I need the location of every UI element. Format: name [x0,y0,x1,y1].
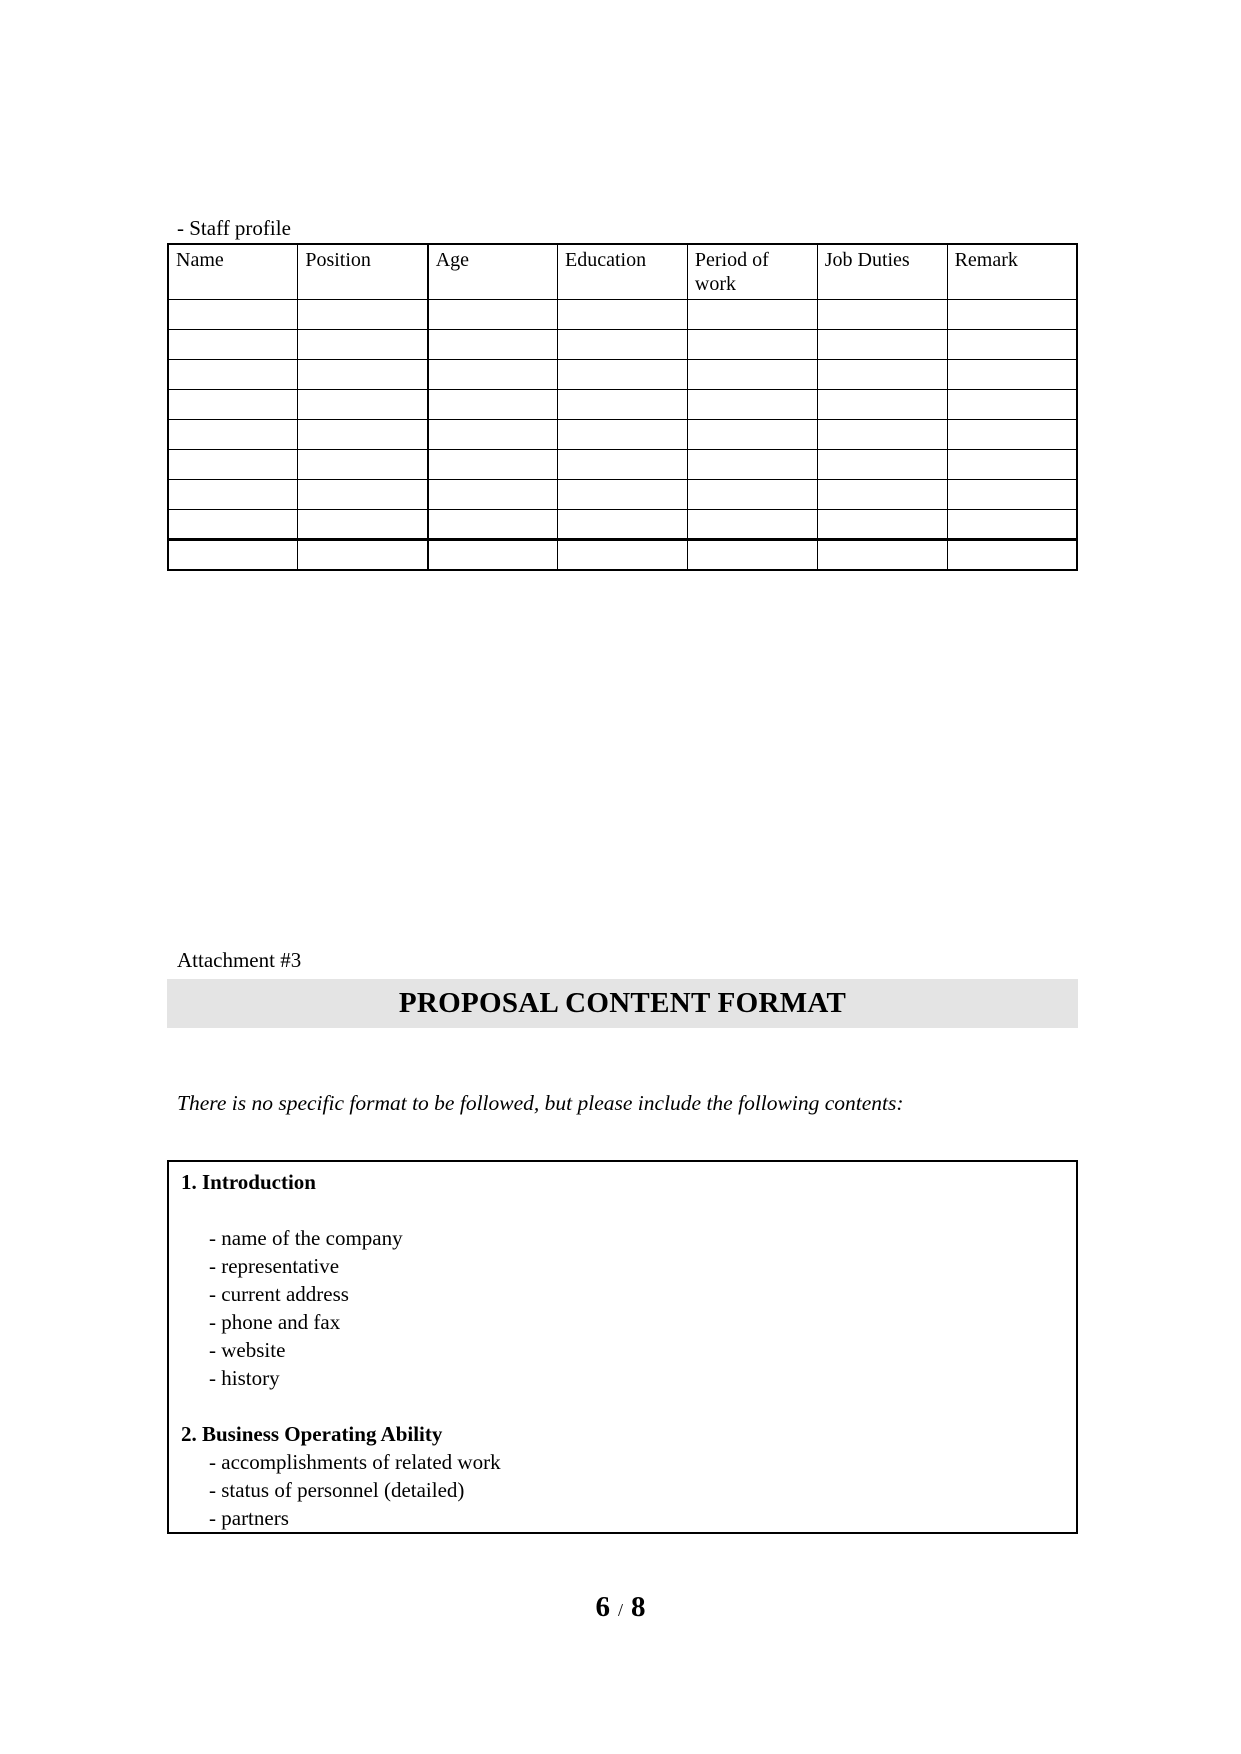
table-row [168,540,1077,570]
table-cell [687,420,817,450]
table-header-cell: Position [298,244,428,300]
table-cell [558,510,688,540]
table-cell [817,360,947,390]
table-cell [168,360,298,390]
table-cell [298,450,428,480]
table-header-cell: Period of work [687,244,817,300]
section-item: - status of personnel (detailed) [209,1478,465,1502]
table-row [168,330,1077,360]
table-cell [817,300,947,330]
table-cell [947,330,1077,360]
table-cell [558,420,688,450]
section-item: - history [209,1366,280,1390]
staff-table-body [168,300,1077,570]
page-separator: / [617,1600,623,1620]
table-cell [558,330,688,360]
proposal-title: PROPOSAL CONTENT FORMAT [398,987,847,1019]
attachment-label: Attachment #3 [177,948,302,972]
section-item: - phone and fax [209,1310,341,1334]
table-cell [168,450,298,480]
table-cell [298,480,428,510]
table-header-cell: Remark [947,244,1077,300]
staff-profile-table [167,243,1078,571]
blank-line [181,1196,1066,1224]
table-cell [947,420,1077,450]
table-cell [558,360,688,390]
table-row [168,420,1077,450]
table-cell [428,330,558,360]
section-item: - website [209,1338,286,1362]
table-header-cell: Name [168,244,298,300]
table-cell [947,450,1077,480]
table-cell [687,450,817,480]
content-box [167,1160,1078,1534]
table-cell [298,420,428,450]
table-cell [168,480,298,510]
table-cell [817,390,947,420]
table-cell [168,540,298,570]
table-row [168,390,1077,420]
page-total: 8 [631,1591,646,1623]
table-cell [298,360,428,390]
table-cell [817,540,947,570]
section-item: - name of the company [209,1226,403,1250]
blank-line [181,1392,1066,1420]
table-row [168,510,1077,540]
proposal-title-band [167,979,1078,1028]
table-cell [428,300,558,330]
table-cell [687,480,817,510]
section-item: - accomplishments of related work [209,1450,501,1474]
table-cell [817,420,947,450]
table-cell [947,480,1077,510]
table-cell [687,360,817,390]
table-row [168,450,1077,480]
table-cell [298,300,428,330]
table-cell [168,390,298,420]
table-cell [168,510,298,540]
table-cell [687,540,817,570]
table-header-cell: Job Duties [817,244,947,300]
page-number [0,1589,1241,1630]
table-cell [428,540,558,570]
table-cell [298,510,428,540]
table-cell [687,330,817,360]
table-cell [428,450,558,480]
table-cell [687,300,817,330]
table-cell [558,390,688,420]
table-cell [428,420,558,450]
table-cell [428,360,558,390]
section-item: - partners [209,1506,289,1530]
table-cell [947,510,1077,540]
table-header-cell: Age [428,244,558,300]
table-cell [168,300,298,330]
table-cell [947,390,1077,420]
table-cell [558,300,688,330]
table-cell [817,510,947,540]
table-cell [947,540,1077,570]
page-current: 6 [595,1591,610,1623]
table-cell [298,330,428,360]
table-cell [168,420,298,450]
table-cell [428,510,558,540]
table-row [168,360,1077,390]
table-cell [558,450,688,480]
section-heading: 2. Business Operating Ability [181,1422,443,1446]
table-cell [947,300,1077,330]
section-item: - representative [209,1254,340,1278]
table-header-cell: Education [558,244,688,300]
section-item: - current address [209,1282,349,1306]
staff-profile-label: - Staff profile [177,216,291,240]
table-cell [687,390,817,420]
table-cell [947,360,1077,390]
table-cell [558,480,688,510]
table-cell [298,390,428,420]
table-row [168,300,1077,330]
table-cell [298,540,428,570]
table-cell [428,480,558,510]
table-cell [817,450,947,480]
table-row [168,480,1077,510]
table-cell [558,540,688,570]
table-cell [168,330,298,360]
staff-table-header-row [168,244,1077,300]
table-cell [687,510,817,540]
table-cell [428,390,558,420]
section-heading: 1. Introduction [181,1170,316,1194]
table-cell [817,480,947,510]
table-cell [817,330,947,360]
format-note: There is no specific format to be followed, but please include the following contents: [177,1091,904,1115]
